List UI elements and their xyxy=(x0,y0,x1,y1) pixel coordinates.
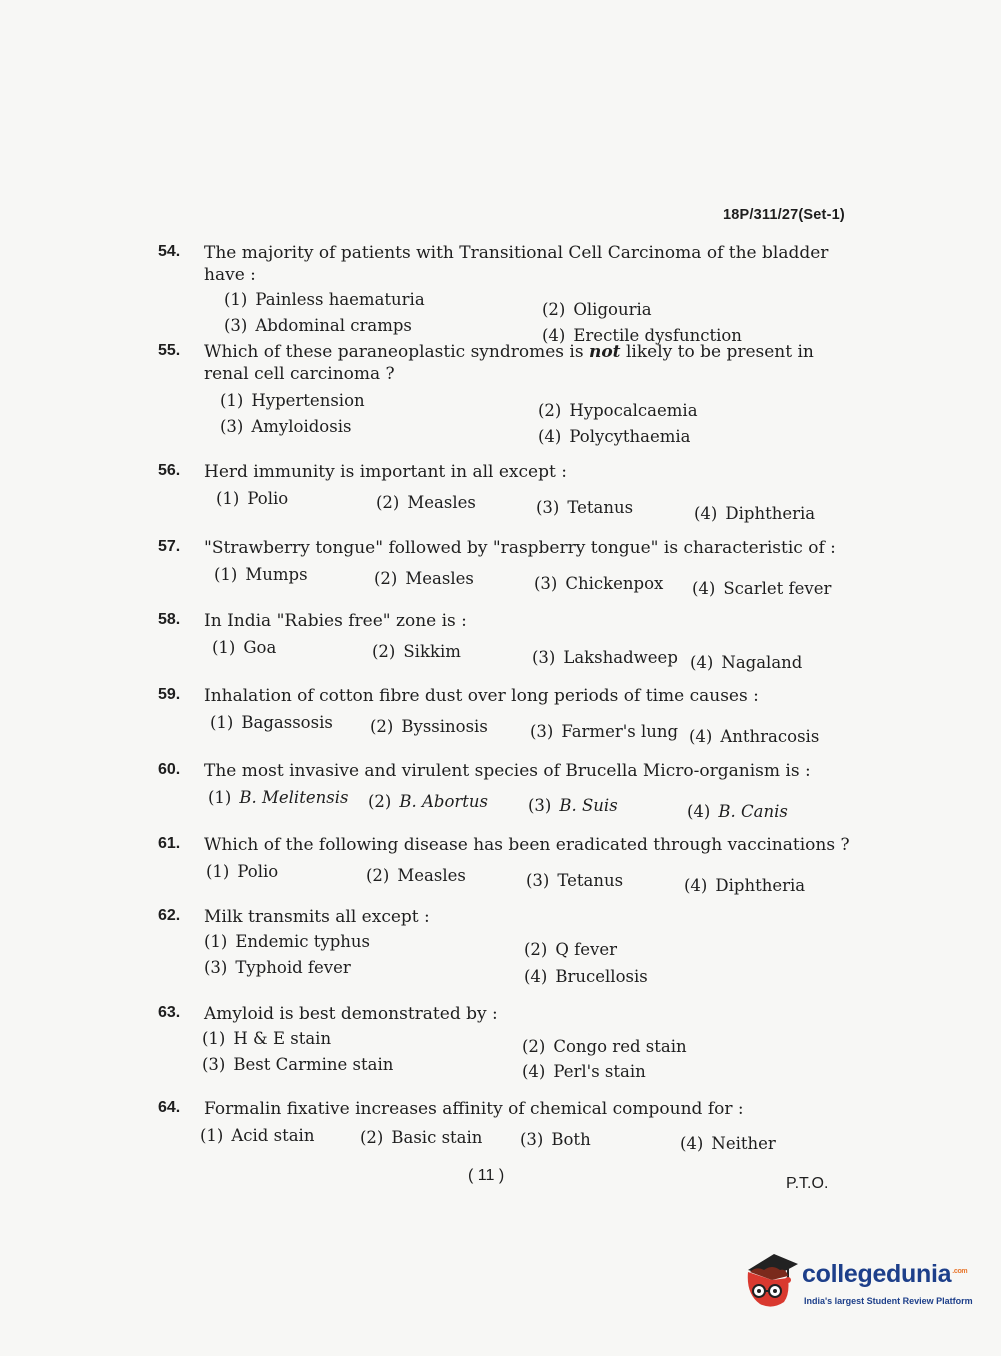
question-62 xyxy=(158,906,858,988)
option-2: (2) Basic stain xyxy=(360,1128,483,1147)
question-57 xyxy=(158,537,858,598)
question-number: 56. xyxy=(158,462,181,479)
option-4: (4) Anthracosis xyxy=(689,727,820,746)
option-4: (4) Diphtheria xyxy=(684,876,806,895)
question-text: Herd immunity is important in all except : xyxy=(204,462,567,482)
option-4: (4) Polycythaemia xyxy=(538,427,691,446)
question-number: 54. xyxy=(158,243,181,260)
option-3: (3) Farmer's lung xyxy=(530,722,679,741)
option-1: (1) Endemic typhus xyxy=(204,932,371,951)
question-64 xyxy=(158,1098,858,1154)
question-text: Formalin fixative increases affinity of chemical compound for : xyxy=(204,1099,744,1119)
brand-domain: .com xyxy=(952,1267,968,1275)
option-3: (3) Typhoid fever xyxy=(204,958,351,977)
brand-tagline: India's largest Student Review Platform xyxy=(804,1296,973,1306)
option-3: (3) Lakshadweep xyxy=(532,648,678,667)
option-1: (1) Polio xyxy=(216,489,289,508)
option-1: (1) Hypertension xyxy=(220,391,365,410)
option-1: (1) B. Melitensis xyxy=(208,788,349,807)
question-text: In India "Rabies free" zone is : xyxy=(204,611,467,631)
page-number: ( 11 ) xyxy=(468,1167,505,1184)
option-3: (3) Best Carmine stain xyxy=(202,1055,394,1074)
option-2: (2) Oligouria xyxy=(542,300,652,319)
question-number: 55. xyxy=(158,342,181,359)
option-2: (2) Byssinosis xyxy=(370,717,488,736)
option-1: (1) Polio xyxy=(206,862,279,881)
option-3: (3) Amyloidosis xyxy=(220,417,352,436)
question-text: The most invasive and virulent species of Brucella Micro-organism is : xyxy=(204,761,811,781)
mascot-icon xyxy=(742,1250,800,1312)
emphasis-word: not xyxy=(588,342,621,362)
option-2: (2) Measles xyxy=(366,866,466,885)
pto-label: P.T.O. xyxy=(786,1175,829,1192)
question-number: 63. xyxy=(158,1004,181,1021)
collegedunia-logo[interactable] xyxy=(742,1250,972,1320)
question-number: 62. xyxy=(158,907,181,924)
option-2: (2) Sikkim xyxy=(372,642,461,661)
option-1: (1) Bagassosis xyxy=(210,713,333,732)
option-4: (4) B. Canis xyxy=(687,802,788,821)
option-4: (4) Brucellosis xyxy=(524,967,648,986)
question-number: 59. xyxy=(158,686,181,703)
question-59 xyxy=(158,685,858,746)
option-4: (4) Nagaland xyxy=(690,653,803,672)
question-number: 57. xyxy=(158,538,181,555)
option-1: (1) Acid stain xyxy=(200,1126,315,1145)
question-number: 61. xyxy=(158,835,181,852)
paper-code: 18P/311/27(Set-1) xyxy=(723,207,845,223)
option-3: (3) Tetanus xyxy=(526,871,624,890)
option-2: (2) B. Abortus xyxy=(368,792,489,811)
question-61 xyxy=(158,834,858,895)
option-2: (2) Measles xyxy=(374,569,474,588)
question-text: Amyloid is best demonstrated by : xyxy=(204,1004,498,1024)
option-3: (3) Abdominal cramps xyxy=(224,316,412,335)
option-4: (4) Perl's stain xyxy=(522,1062,646,1081)
question-text: "Strawberry tongue" followed by "raspberry tongue" is characteristic of : xyxy=(204,538,836,558)
question-text: Milk transmits all except : xyxy=(204,907,430,927)
option-3: (3) Chickenpox xyxy=(534,574,664,593)
option-3: (3) Both xyxy=(520,1130,591,1149)
question-55 xyxy=(158,341,858,447)
question-60 xyxy=(158,760,858,821)
option-1: (1) Mumps xyxy=(214,565,308,584)
question-58 xyxy=(158,610,858,672)
option-3: (3) B. Suis xyxy=(528,796,618,815)
brand-name: collegedunia xyxy=(802,1260,952,1288)
question-number: 60. xyxy=(158,761,181,778)
option-2: (2) Measles xyxy=(376,493,476,512)
option-2: (2) Q fever xyxy=(524,940,617,959)
option-4: (4) Scarlet fever xyxy=(692,579,832,598)
option-1: (1) H & E stain xyxy=(202,1029,332,1048)
question-text: Which of these paraneoplastic syndromes is not likely to be present in renal cell carcinoma ? xyxy=(204,342,814,384)
option-3: (3) Tetanus xyxy=(536,498,634,517)
question-number: 58. xyxy=(158,611,181,628)
question-text: Inhalation of cotton fibre dust over long periods of time causes : xyxy=(204,686,759,706)
option-4: (4) Diphtheria xyxy=(694,504,816,523)
question-number: 64. xyxy=(158,1099,181,1116)
question-54 xyxy=(158,242,858,346)
question-63 xyxy=(158,1003,858,1085)
option-1: (1) Painless haematuria xyxy=(224,290,425,309)
option-1: (1) Goa xyxy=(212,638,277,657)
question-56 xyxy=(158,461,858,523)
option-2: (2) Hypocalcaemia xyxy=(538,401,698,420)
question-text: Which of the following disease has been eradicated through vaccinations ? xyxy=(204,835,850,855)
option-4: (4) Neither xyxy=(680,1134,776,1153)
option-4: (4) Erectile dysfunction xyxy=(542,326,742,345)
question-text: The majority of patients with Transitional Cell Carcinoma of the bladder have : xyxy=(204,243,829,285)
option-2: (2) Congo red stain xyxy=(522,1037,687,1056)
